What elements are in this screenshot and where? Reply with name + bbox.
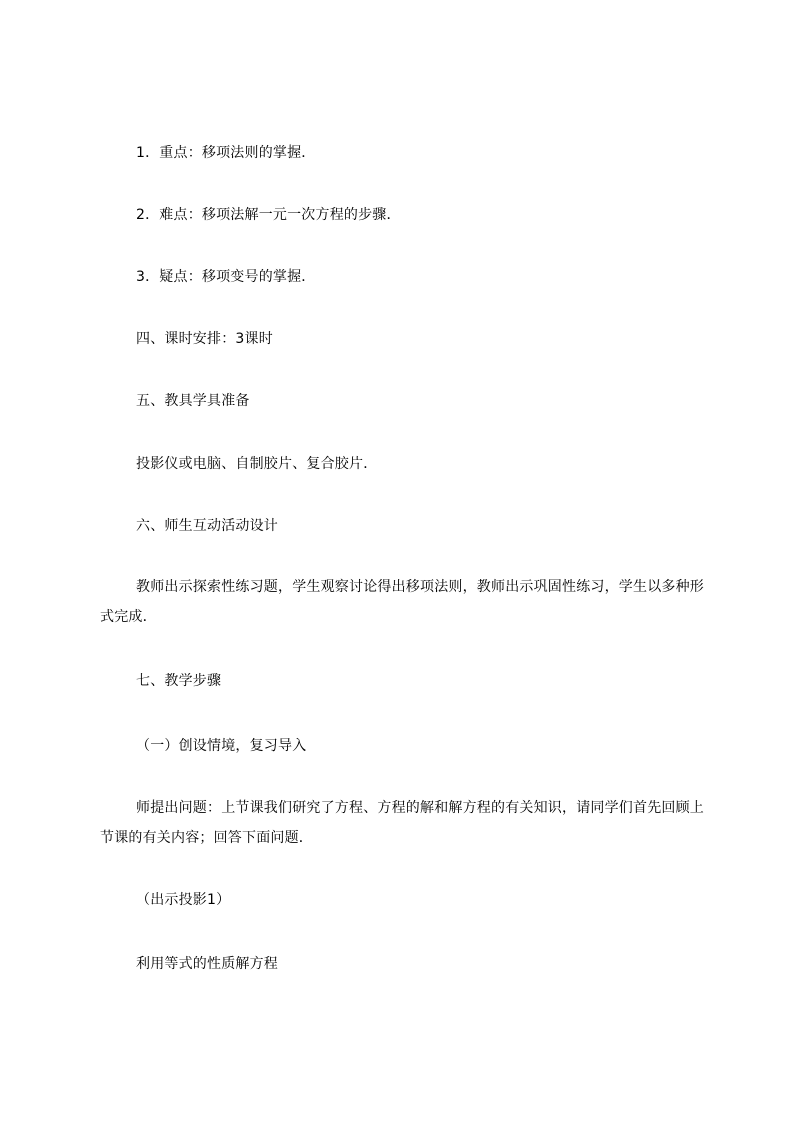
step-one-heading: （一）创设情境，复习导入 [136, 738, 307, 754]
teacher-question-paragraph: 师提出问题：上节课我们研究了方程、方程的解和解方程的有关知识，请同学们首先回顾上节课的有关内容；回答下面问题． [100, 800, 704, 846]
activity-heading: 六、师生互动活动设计 [136, 518, 278, 534]
projection-line: （出示投影1） [136, 892, 231, 908]
schedule-heading: 四、课时安排：3课时 [136, 331, 273, 347]
key-point-line: 1．重点：移项法则的掌握． [136, 145, 316, 161]
tools-text: 投影仪或电脑、自制胶片、复合胶片． [136, 456, 378, 472]
equation-property-line: 利用等式的性质解方程 [136, 956, 278, 972]
difficulty-line: 2．难点：移项法解一元一次方程的步骤． [136, 207, 401, 223]
tools-heading: 五、教具学具准备 [136, 393, 250, 409]
doubt-line: 3．疑点：移项变号的掌握． [136, 269, 316, 285]
activity-paragraph: 教师出示探索性练习题，学生观察讨论得出移项法则，教师出示巩固性练习，学生以多种形式完成． [100, 579, 704, 625]
steps-heading: 七、教学步骤 [136, 673, 222, 689]
